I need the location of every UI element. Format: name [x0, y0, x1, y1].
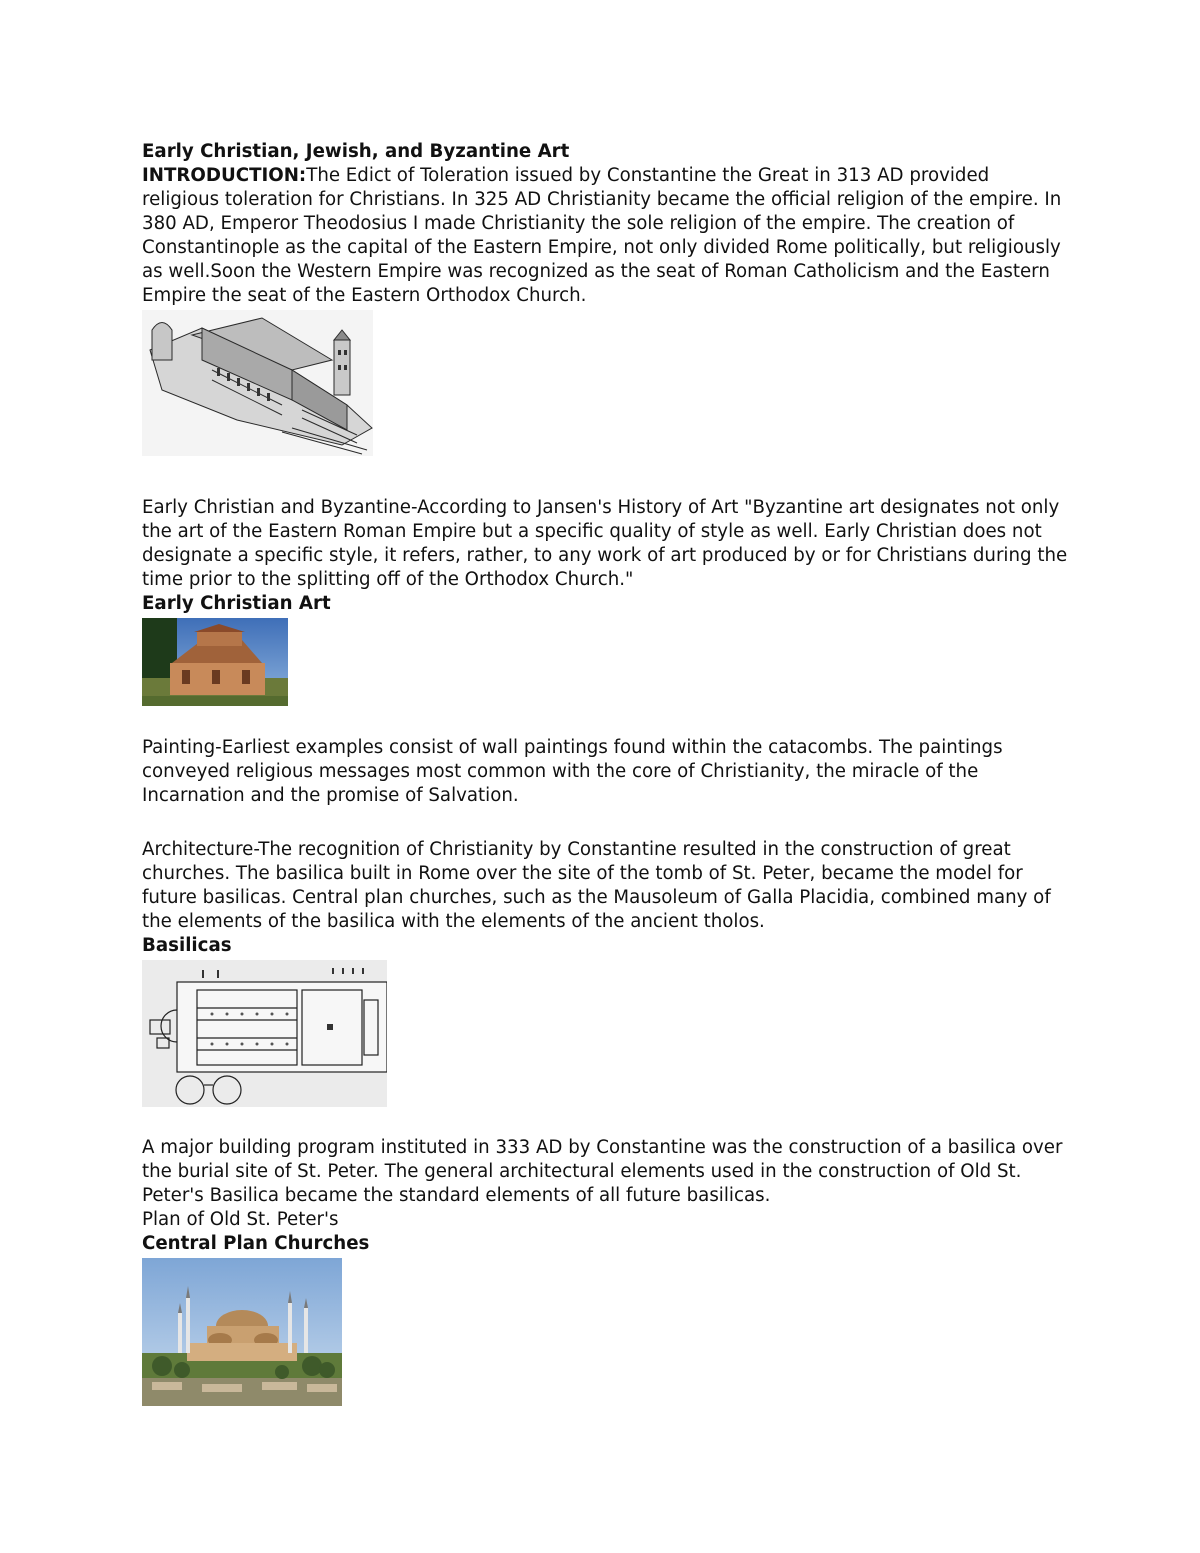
- basilicas-heading: Basilicas: [142, 935, 232, 956]
- document-page: [142, 140, 1072, 1406]
- architecture-paragraph: Architecture-The recognition of Christianity by Constantine resulted in the construction of great churches. The basilica built in Rome over the site of the tomb of St. Peter, became the model for future basilicas. Central plan churches, such as the Mausoleum of Galla Placidia, combined many of the elements of the basilica with the elements of the ancient tholos.: [142, 839, 1051, 932]
- hagia-sophia-photo-image: [142, 1258, 342, 1406]
- plan-caption: Plan of Old St. Peter's: [142, 1209, 339, 1230]
- document-title: Early Christian, Jewish, and Byzantine Art: [142, 141, 570, 162]
- early-christian-heading: Early Christian Art: [142, 593, 331, 614]
- intro-text: The Edict of Toleration issued by Constantine the Great in 313 AD provided religious toleration for Christians. In 325 AD Christianity became the official religion of the empire. In 380 AD, Emperor Theodosius I made Christianity the sole religion of the empire. The creation of Constantinople as the capital of the Eastern Empire, not only divided Rome politically, but religiously as well.Soon the Western Empire was recognized as the seat of Roman Catholicism and the Eastern Empire the seat of the Eastern Orthodox Church.: [142, 165, 1062, 306]
- building-program-paragraph: A major building program instituted in 333 AD by Constantine was the construction of a basilica over the burial site of St. Peter. The general architectural elements used in the construction of Old St. Peter's Basilica became the standard elements of all future basilicas.: [142, 1137, 1063, 1206]
- intro-lead: INTRODUCTION:: [142, 165, 307, 186]
- basilica-engraving-image: [142, 310, 373, 456]
- central-plan-heading: Central Plan Churches: [142, 1233, 370, 1254]
- mausoleum-photo-image: [142, 618, 288, 706]
- painting-paragraph: Painting-Earliest examples consist of wall paintings found within the catacombs. The paintings conveyed religious messages most common with the core of Christianity, the miracle of the Incarnation and the promise of Salvation.: [142, 737, 1003, 806]
- basilica-floor-plan-image: [142, 960, 387, 1107]
- definition-paragraph: Early Christian and Byzantine-According to Jansen's History of Art "Byzantine art designates not only the art of the Eastern Roman Empire but a specific quality of style as well. Early Christian does not designate a specific style, it refers, rather, to any work of art produced by or for Christians during the time prior to the splitting off of the Orthodox Church.": [142, 497, 1068, 590]
- intro-paragraph: [142, 164, 1072, 308]
